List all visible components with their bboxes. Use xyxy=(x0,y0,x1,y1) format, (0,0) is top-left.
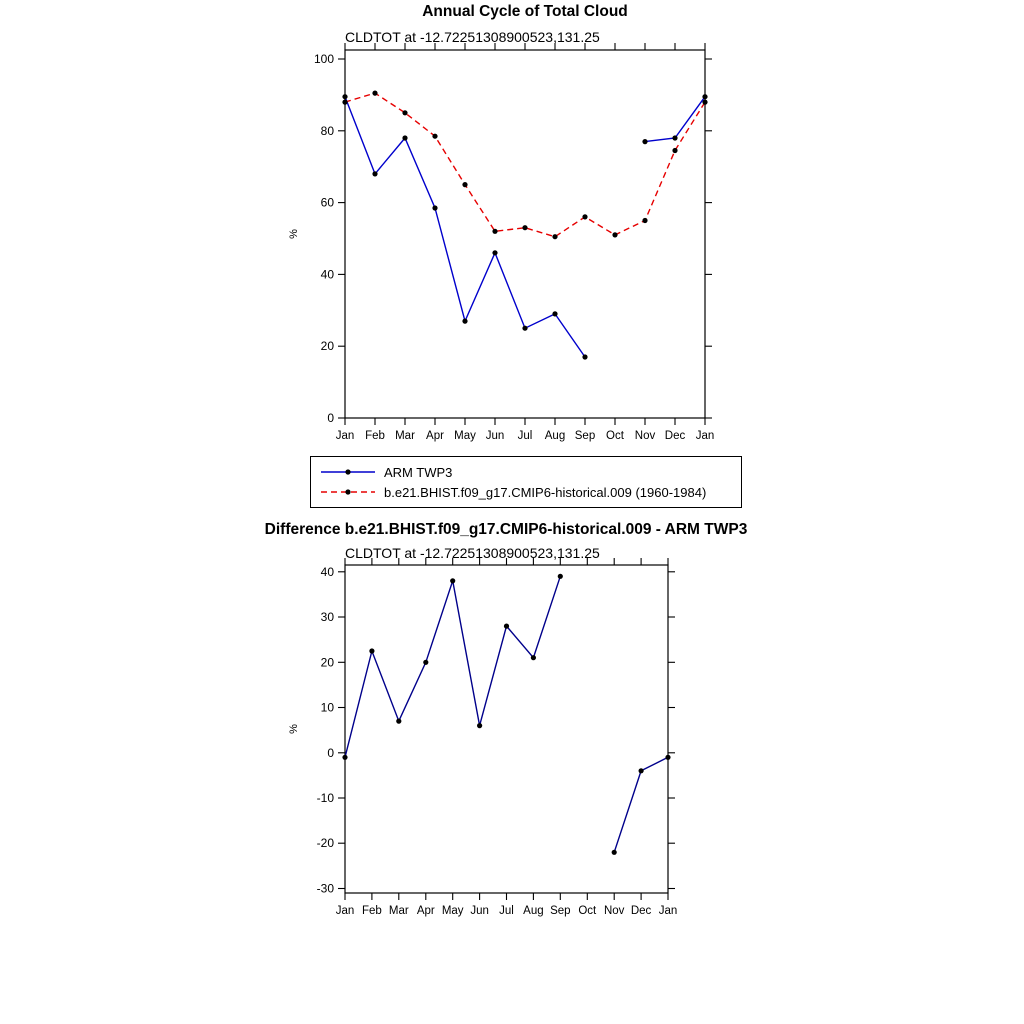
y-axis-label: % xyxy=(288,229,300,239)
data-point-marker xyxy=(672,148,677,153)
x-tick-label: Oct xyxy=(606,430,624,442)
data-point-marker xyxy=(612,850,617,855)
legend-row-arm-twp3 xyxy=(319,462,735,482)
x-tick-label: Jul xyxy=(517,430,533,442)
x-tick-label: Aug xyxy=(544,430,566,442)
x-tick-label: Mar xyxy=(395,430,415,442)
data-point-marker xyxy=(642,218,647,223)
data-point-marker xyxy=(402,110,407,115)
x-tick-label: Sep xyxy=(550,905,571,917)
data-point-marker xyxy=(522,225,527,230)
y-tick-label: 80 xyxy=(320,123,334,138)
y-tick-label: 40 xyxy=(320,564,334,579)
x-tick-label: Oct xyxy=(578,905,597,917)
y-tick-label: 30 xyxy=(320,610,334,624)
data-point-marker xyxy=(423,660,428,665)
data-point-marker xyxy=(372,91,377,96)
legend-marker xyxy=(345,469,350,474)
y-tick-label: 0 xyxy=(327,411,334,425)
series-line xyxy=(345,576,560,757)
legend xyxy=(310,456,742,508)
data-point-marker xyxy=(342,94,347,99)
y-tick-label: 40 xyxy=(320,267,334,282)
legend-line-sample-model xyxy=(319,484,379,500)
x-tick-label: May xyxy=(441,905,464,917)
y-tick-label: -10 xyxy=(316,791,334,805)
data-point-marker xyxy=(369,648,374,653)
series-line xyxy=(345,97,585,357)
legend-label-model: b.e21.BHIST.f09_g17.CMIP6-historical.009 (1960-1984) xyxy=(384,484,707,500)
data-point-marker xyxy=(432,205,437,210)
data-point-marker xyxy=(639,768,644,773)
x-tick-label: Jan xyxy=(335,905,355,917)
x-tick-label: Dec xyxy=(664,430,686,442)
y-tick-label: -30 xyxy=(316,881,334,896)
plot-frame xyxy=(345,50,705,418)
x-tick-label: Feb xyxy=(361,905,382,917)
x-tick-label: Jun xyxy=(470,905,489,917)
y-tick-label: 20 xyxy=(320,655,334,670)
y-tick-label: 20 xyxy=(320,339,334,354)
top-chart-title: Annual Cycle of Total Cloud xyxy=(422,3,628,20)
data-point-marker xyxy=(402,135,407,140)
x-tick-label: Jul xyxy=(499,905,514,917)
data-point-marker xyxy=(531,655,536,660)
legend-label-arm-twp3: ARM TWP3 xyxy=(384,464,453,480)
y-tick-label: 0 xyxy=(327,745,334,760)
x-tick-label: Jan xyxy=(335,430,355,442)
y-tick-label: 10 xyxy=(320,700,334,715)
legend-marker xyxy=(345,489,350,494)
plot-frame xyxy=(345,565,668,893)
legend-line-sample-arm-twp3 xyxy=(319,464,379,480)
x-tick-label: Jan xyxy=(695,430,715,442)
data-point-marker xyxy=(582,214,587,219)
x-tick-label: Dec xyxy=(630,905,652,917)
legend-row-model xyxy=(319,482,735,502)
x-tick-label: Sep xyxy=(574,430,596,442)
data-point-marker xyxy=(432,134,437,139)
data-point-marker xyxy=(462,319,467,324)
x-tick-label: May xyxy=(454,430,476,442)
x-tick-label: Mar xyxy=(388,905,409,917)
data-point-marker xyxy=(558,574,563,579)
data-point-marker xyxy=(342,755,347,760)
data-point-marker xyxy=(342,100,347,105)
data-point-marker xyxy=(552,311,557,316)
data-point-marker xyxy=(492,250,497,255)
x-tick-label: Jun xyxy=(485,430,505,442)
series-line xyxy=(345,93,705,237)
data-point-marker xyxy=(642,139,647,144)
x-tick-label: Nov xyxy=(634,430,656,442)
y-tick-label: 60 xyxy=(320,195,334,210)
x-tick-label: Apr xyxy=(426,430,444,442)
y-tick-label: 100 xyxy=(313,52,334,66)
data-point-marker xyxy=(702,100,707,105)
diff-chart-title: Difference b.e21.BHIST.f09_g17.CMIP6-historical.009 - ARM TWP3 xyxy=(264,521,748,538)
data-point-marker xyxy=(702,94,707,99)
difference-plot xyxy=(288,558,677,917)
y-axis-label: % xyxy=(288,724,300,734)
series-line xyxy=(645,97,705,142)
annual-cycle-plot xyxy=(288,43,714,442)
data-point-marker xyxy=(672,135,677,140)
top-chart-subtitle: CLDTOT at -12.72251308900523,131.25 xyxy=(345,29,600,45)
data-point-marker xyxy=(450,578,455,583)
data-point-marker xyxy=(477,723,482,728)
x-tick-label: Jan xyxy=(658,905,678,917)
y-tick-label: -20 xyxy=(316,836,334,851)
data-point-marker xyxy=(504,624,509,629)
diff-chart-subtitle: CLDTOT at -12.72251308900523,131.25 xyxy=(345,545,600,561)
data-point-marker xyxy=(372,171,377,176)
data-point-marker xyxy=(582,354,587,359)
x-tick-label: Apr xyxy=(416,905,435,917)
data-point-marker xyxy=(462,182,467,187)
data-point-marker xyxy=(612,232,617,237)
x-tick-label: Nov xyxy=(603,905,625,917)
x-tick-label: Feb xyxy=(365,430,385,442)
data-point-marker xyxy=(522,326,527,331)
data-point-marker xyxy=(552,234,557,239)
data-point-marker xyxy=(396,719,401,724)
data-point-marker xyxy=(665,755,670,760)
x-tick-label: Aug xyxy=(523,905,544,917)
data-point-marker xyxy=(492,229,497,234)
